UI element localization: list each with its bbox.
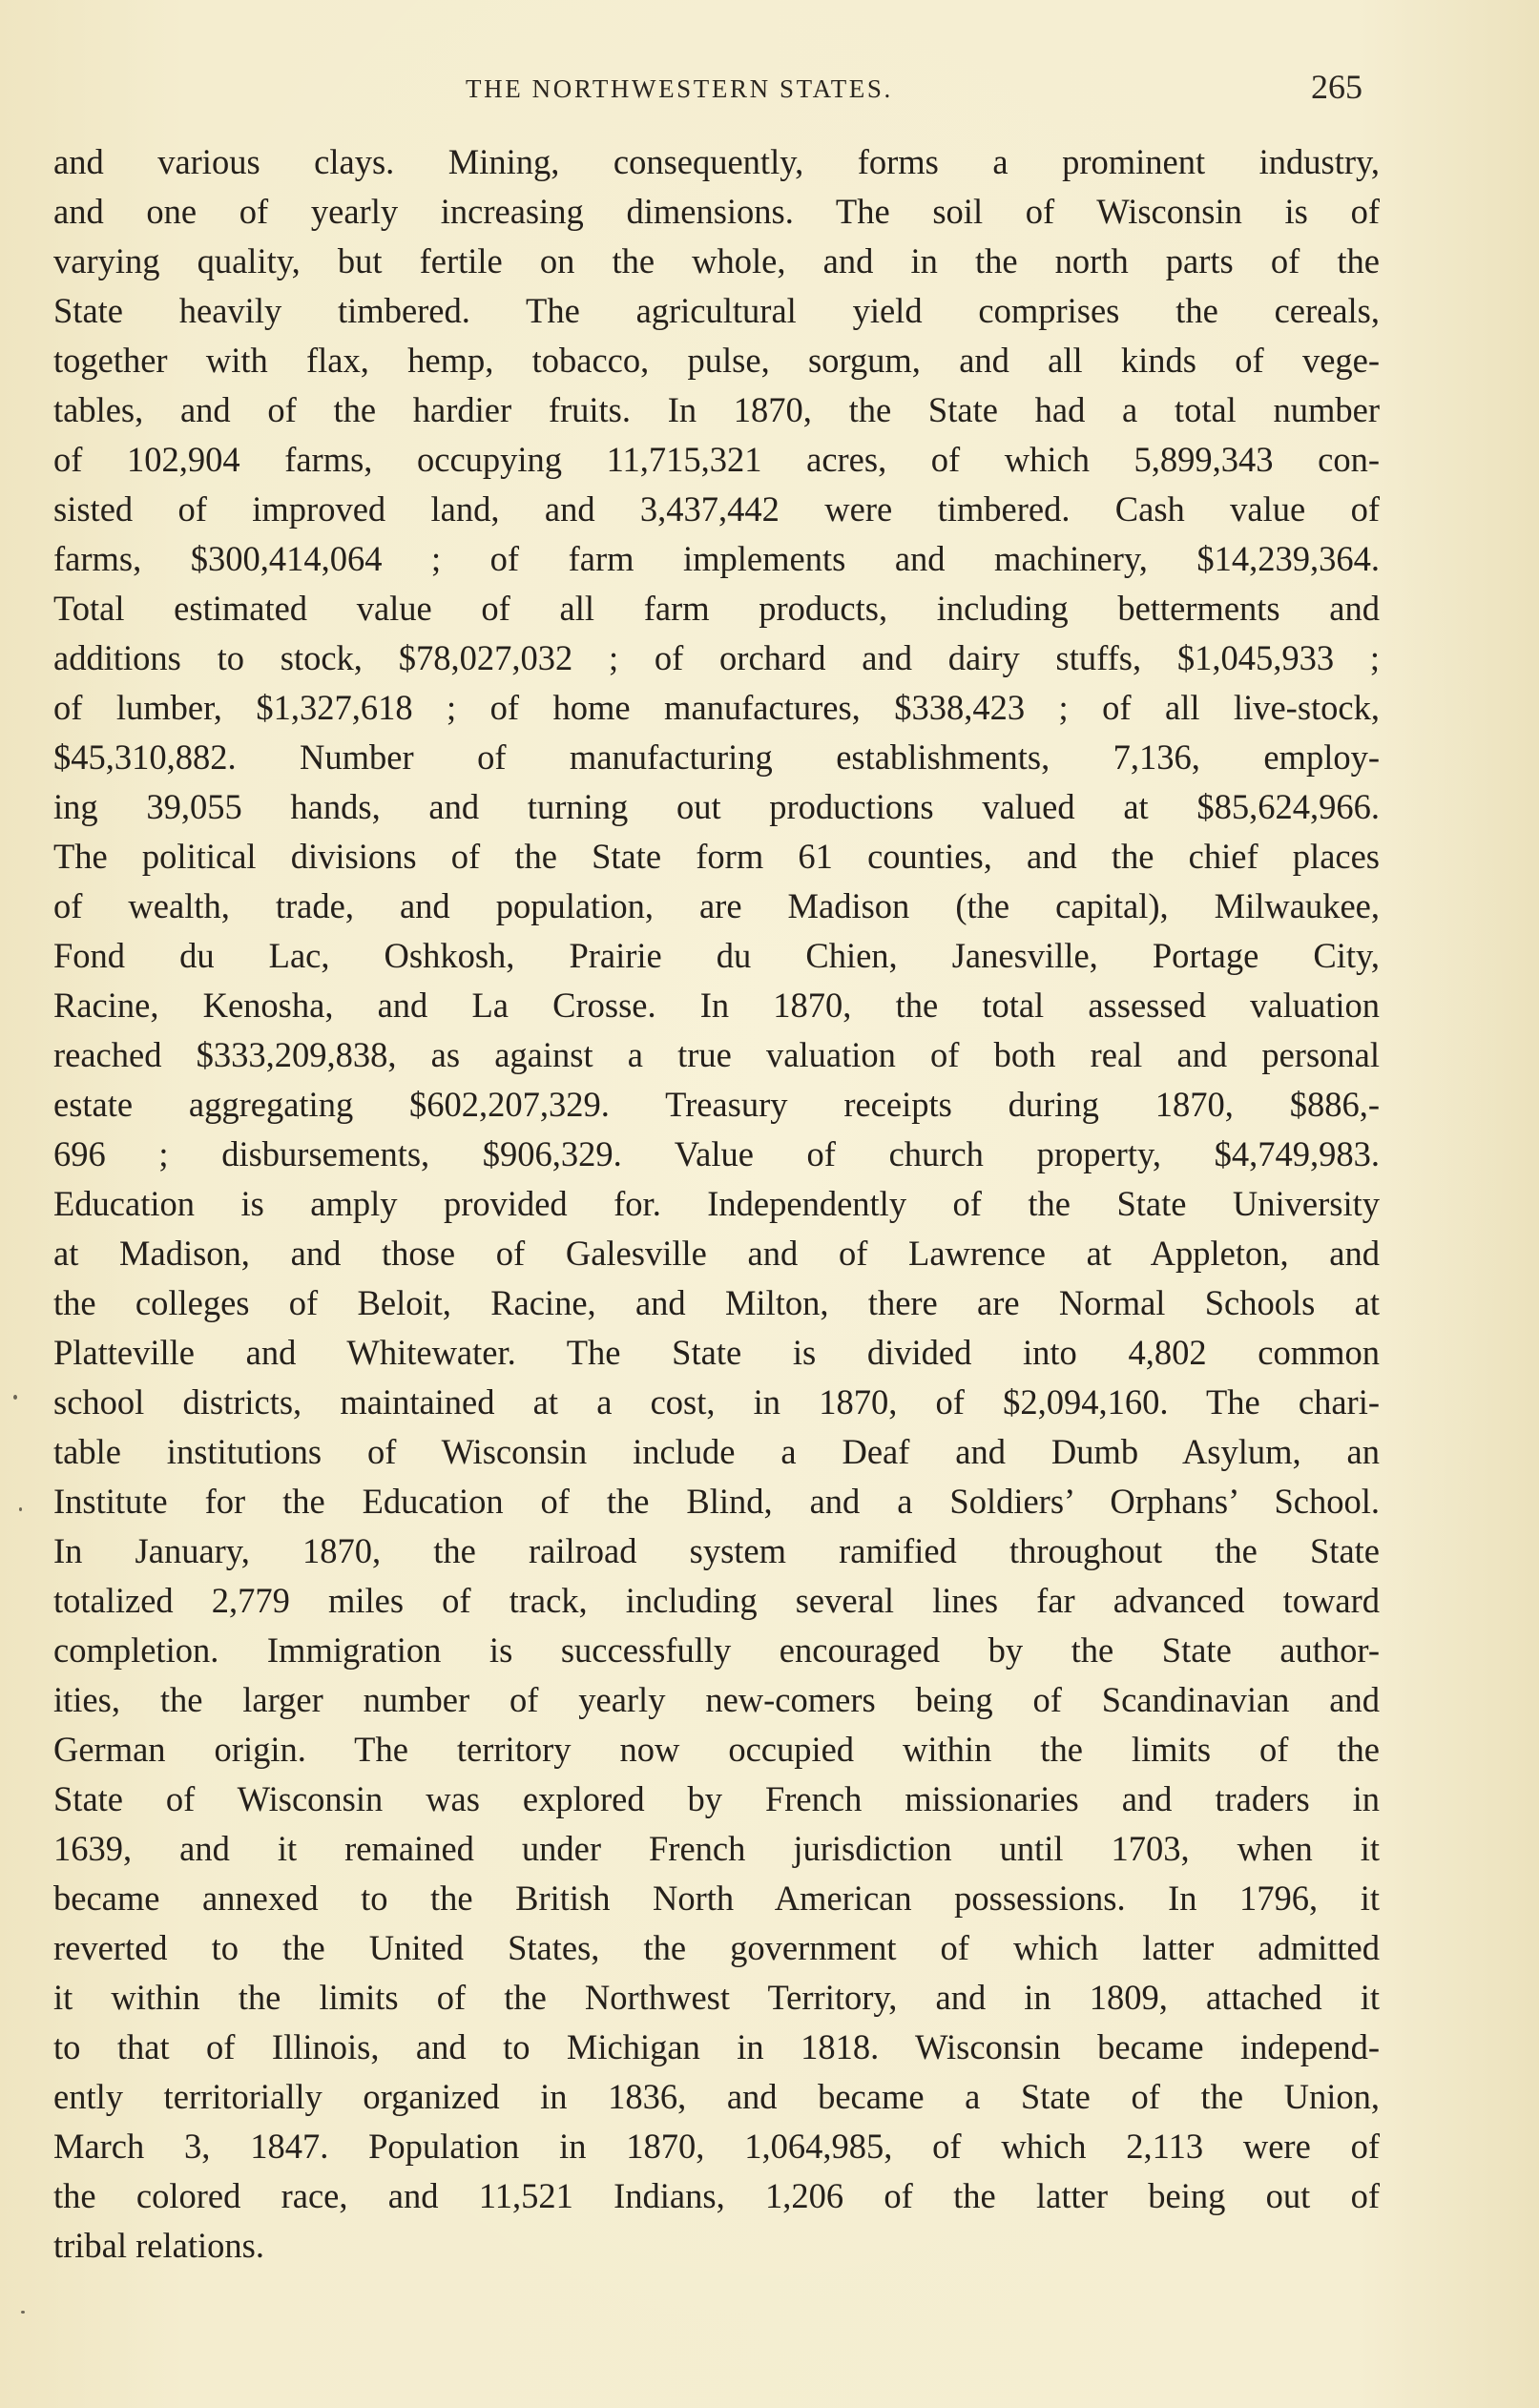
text-line: reached $333,209,838, as against a true valuation of both real and personal xyxy=(53,1035,1380,1074)
text-line: Institute for the Education of the Blind, and a Soldiers’ Orphans’ School. xyxy=(53,1482,1380,1521)
body-text xyxy=(53,137,1380,2271)
text-line: of wealth, trade, and population, are Madison (the capital), Milwaukee, xyxy=(53,886,1380,925)
text-line: estate aggregating $602,207,329. Treasury receipts during 1870, $886,- xyxy=(53,1085,1380,1124)
text-line: ities, the larger number of yearly new-comers being of Scandinavian and xyxy=(53,1680,1380,1719)
text-line: totalized 2,779 miles of track, including several lines far advanced toward xyxy=(53,1581,1380,1620)
text-line: of 102,904 farms, occupying 11,715,321 acres, of which 5,899,343 con- xyxy=(53,440,1380,479)
text-line: 696 ; disbursements, $906,329. Value of church property, $4,749,983. xyxy=(53,1134,1380,1173)
text-line: 1639, and it remained under French jurisdiction until 1703, when it xyxy=(53,1829,1380,1868)
paper-speck xyxy=(13,1395,17,1400)
running-head: THE NORTHWESTERN STATES. xyxy=(466,74,893,103)
text-line: table institutions of Wisconsin include a Deaf and Dumb Asylum, an xyxy=(53,1432,1380,1471)
text-line: reverted to the United States, the government of which latter admitted xyxy=(53,1928,1380,1967)
text-line: additions to stock, $78,027,032 ; of orchard and dairy stuffs, $1,045,933 ; xyxy=(53,638,1380,677)
text-line: In January, 1870, the railroad system ramified throughout the State xyxy=(53,1531,1380,1570)
text-line: completion. Immigration is successfully encouraged by the State author- xyxy=(53,1630,1380,1670)
text-line: Education is amply provided for. Independently of the State University xyxy=(53,1184,1380,1223)
text-line: The political divisions of the State form 61 counties, and the chief places xyxy=(53,837,1380,876)
page-number: 265 xyxy=(1311,68,1362,106)
text-line: school districts, maintained at a cost, in 1870, of $2,094,160. The chari- xyxy=(53,1382,1380,1422)
text-line: the colored race, and 11,521 Indians, 1,206 of the latter being out of xyxy=(53,2176,1380,2215)
text-line: ently territorially organized in 1836, and became a State of the Union, xyxy=(53,2077,1380,2116)
text-line: March 3, 1847. Population in 1870, 1,064,985, of which 2,113 were of xyxy=(53,2127,1380,2166)
text-line: farms, $300,414,064 ; of farm implements and machinery, $14,239,364. xyxy=(53,539,1380,578)
text-line: at Madison, and those of Galesville and of Lawrence at Appleton, and xyxy=(53,1234,1380,1273)
text-line: State of Wisconsin was explored by French missionaries and traders in xyxy=(53,1779,1380,1818)
text-line: Platteville and Whitewater. The State is divided into 4,802 common xyxy=(53,1333,1380,1372)
text-line: Total estimated value of all farm products, including betterments and xyxy=(53,589,1380,628)
text-line: $45,310,882. Number of manufacturing establishments, 7,136, employ- xyxy=(53,737,1380,777)
text-line: ing 39,055 hands, and turning out productions valued at $85,624,966. xyxy=(53,787,1380,826)
text-line: to that of Illinois, and to Michigan in 1818. Wisconsin became independ- xyxy=(53,2027,1380,2066)
text-line: Fond du Lac, Oshkosh, Prairie du Chien, Janesville, Portage City, xyxy=(53,936,1380,975)
text-line: State heavily timbered. The agricultural yield comprises the cereals, xyxy=(53,291,1380,330)
text-line: tribal relations. xyxy=(53,2226,264,2265)
text-line: sisted of improved land, and 3,437,442 were timbered. Cash value of xyxy=(53,489,1380,529)
text-line: and various clays. Mining, consequently, forms a prominent industry, xyxy=(53,142,1380,181)
text-line: Racine, Kenosha, and La Crosse. In 1870, the total assessed valuation xyxy=(53,986,1380,1025)
paper-speck xyxy=(21,2311,25,2314)
text-line: of lumber, $1,327,618 ; of home manufactures, $338,423 ; of all live-stock, xyxy=(53,688,1380,727)
text-line: German origin. The territory now occupied within the limits of the xyxy=(53,1730,1380,1769)
text-line: it within the limits of the Northwest Territory, and in 1809, attached it xyxy=(53,1978,1380,2017)
text-line: and one of yearly increasing dimensions. The soil of Wisconsin is of xyxy=(53,192,1380,231)
text-line: the colleges of Beloit, Racine, and Milton, there are Normal Schools at xyxy=(53,1283,1380,1322)
text-line: became annexed to the British North American possessions. In 1796, it xyxy=(53,1879,1380,1918)
text-line: together with flax, hemp, tobacco, pulse, sorgum, and all kinds of vege- xyxy=(53,341,1380,380)
text-line: varying quality, but fertile on the whole, and in the north parts of the xyxy=(53,241,1380,280)
text-line: tables, and of the hardier fruits. In 1870, the State had a total number xyxy=(53,390,1380,429)
paper-speck xyxy=(19,1507,22,1511)
